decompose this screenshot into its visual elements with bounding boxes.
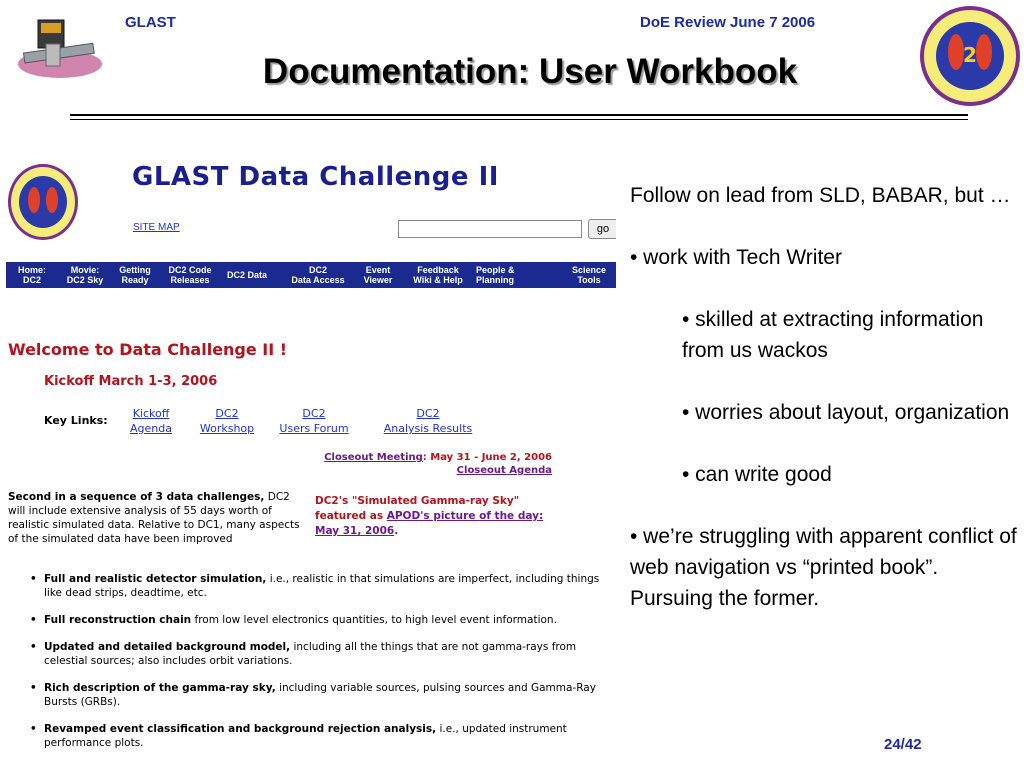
nav-item-feedback[interactable]: Feedback Wiki & Help xyxy=(413,265,463,285)
notes-bullet-tech-writer: • work with Tech Writer xyxy=(630,246,842,269)
closeout-meeting-link[interactable]: Closeout Meeting xyxy=(324,452,423,463)
title-rule-thin xyxy=(70,119,968,120)
nav-item-getting-ready[interactable]: Getting Ready xyxy=(119,265,151,285)
title-rule-thick xyxy=(70,114,968,116)
search-input[interactable] xyxy=(398,220,582,238)
apod-text: DC2's "Simulated Gamma-ray Sky" featured as xyxy=(315,495,520,522)
apod-link[interactable]: APOD's picture of the day: May 31, 2006 xyxy=(315,510,544,537)
notes-sub-extracting: • skilled at extracting information from us wackos xyxy=(682,308,984,362)
welcome-heading: Welcome to Data Challenge II ! xyxy=(8,340,288,359)
key-link-analysis-results[interactable]: DC2 Analysis Results xyxy=(383,407,473,435)
notes-sub-layout: • worries about layout, organization xyxy=(682,401,1010,424)
notes-intro: Follow on lead from SLD, BABAR, but … xyxy=(630,184,1011,207)
slide-title: Documentation: User Workbook xyxy=(262,52,798,91)
intro-text: DC2 will include extensive analysis of 55 days worth of realistic simulated data. Relative to DC1, many aspects of the simulated data have been improved xyxy=(8,491,300,545)
kickoff-heading: Kickoff March 1-3, 2006 xyxy=(44,374,218,389)
key-link-kickoff-agenda[interactable]: Kickoff Agenda xyxy=(130,407,172,435)
nav-item-code-releases[interactable]: DC2 Code Releases xyxy=(168,265,212,285)
site-seal-logo xyxy=(6,162,80,242)
apod-period: . xyxy=(394,525,399,537)
feature-list xyxy=(30,572,610,763)
svg-text:2: 2 xyxy=(963,43,977,67)
data-challenge-seal-logo xyxy=(918,4,1022,108)
key-links-label: Key Links: xyxy=(44,414,108,427)
site-title: GLAST Data Challenge II xyxy=(132,162,499,192)
nav-item-movie[interactable]: Movie: DC2 Sky xyxy=(66,265,104,285)
key-link-users-forum[interactable]: DC2 Users Forum xyxy=(279,407,349,435)
list-item: • Rich description of the gamma-ray sky, including variable sources, pulsing sources and Gamma-Ray Bursts (GRBs). xyxy=(30,682,596,708)
closeout-agenda-link[interactable]: Closeout Agenda xyxy=(456,465,552,476)
header-left-label: GLAST xyxy=(125,14,176,31)
key-link-dc2-workshop[interactable]: DC2 Workshop xyxy=(199,407,255,435)
closeout-block xyxy=(316,451,552,477)
nav-item-people[interactable]: People & Planning xyxy=(476,265,515,285)
nav-item-science-tools[interactable]: Science Tools xyxy=(571,265,607,285)
header-right-label: DoE Review June 7 2006 xyxy=(640,14,816,31)
page-number: 24/42 xyxy=(884,736,922,753)
apod-feature xyxy=(315,494,565,539)
nav-item-dc2-data[interactable]: DC2 Data xyxy=(226,270,267,280)
website-screenshot xyxy=(4,148,616,768)
intro-bold: Second in a sequence of 3 data challenges, xyxy=(8,491,265,503)
site-map-link[interactable]: SITE MAP xyxy=(133,222,180,233)
list-item: • Revamped event classification and background rejection analysis, i.e., updated instrument performance plots. xyxy=(30,723,567,749)
go-button[interactable]: go xyxy=(588,219,616,239)
site-nav-bar xyxy=(6,262,616,288)
nav-item-home[interactable]: Home: DC2 xyxy=(17,265,46,285)
closeout-meeting-date: : May 31 - June 2, 2006 xyxy=(422,452,552,463)
list-item: • Full and realistic detector simulation, i.e., realistic in that simulations are imperfect, including things like dead strips, deadtime, etc. xyxy=(30,573,600,599)
nav-item-data-access[interactable]: DC2 Data Access xyxy=(291,265,345,285)
list-item: • Updated and detailed background model, including all the things that are not gamma-rays from celestial sources; also includes orbit variations. xyxy=(30,641,577,667)
intro-paragraph xyxy=(8,490,304,546)
slide-notes xyxy=(630,180,1020,614)
notes-sub-write-good: • can write good xyxy=(682,463,832,486)
notes-bullet-struggling: • we’re struggling with apparent conflict of web navigation vs “printed book”. Pursuing the former. xyxy=(630,525,1017,610)
list-item: • Full reconstruction chain from low level electronics quantities, to high level event information. xyxy=(30,614,557,626)
nav-item-event-viewer[interactable]: Event Viewer xyxy=(363,265,393,285)
